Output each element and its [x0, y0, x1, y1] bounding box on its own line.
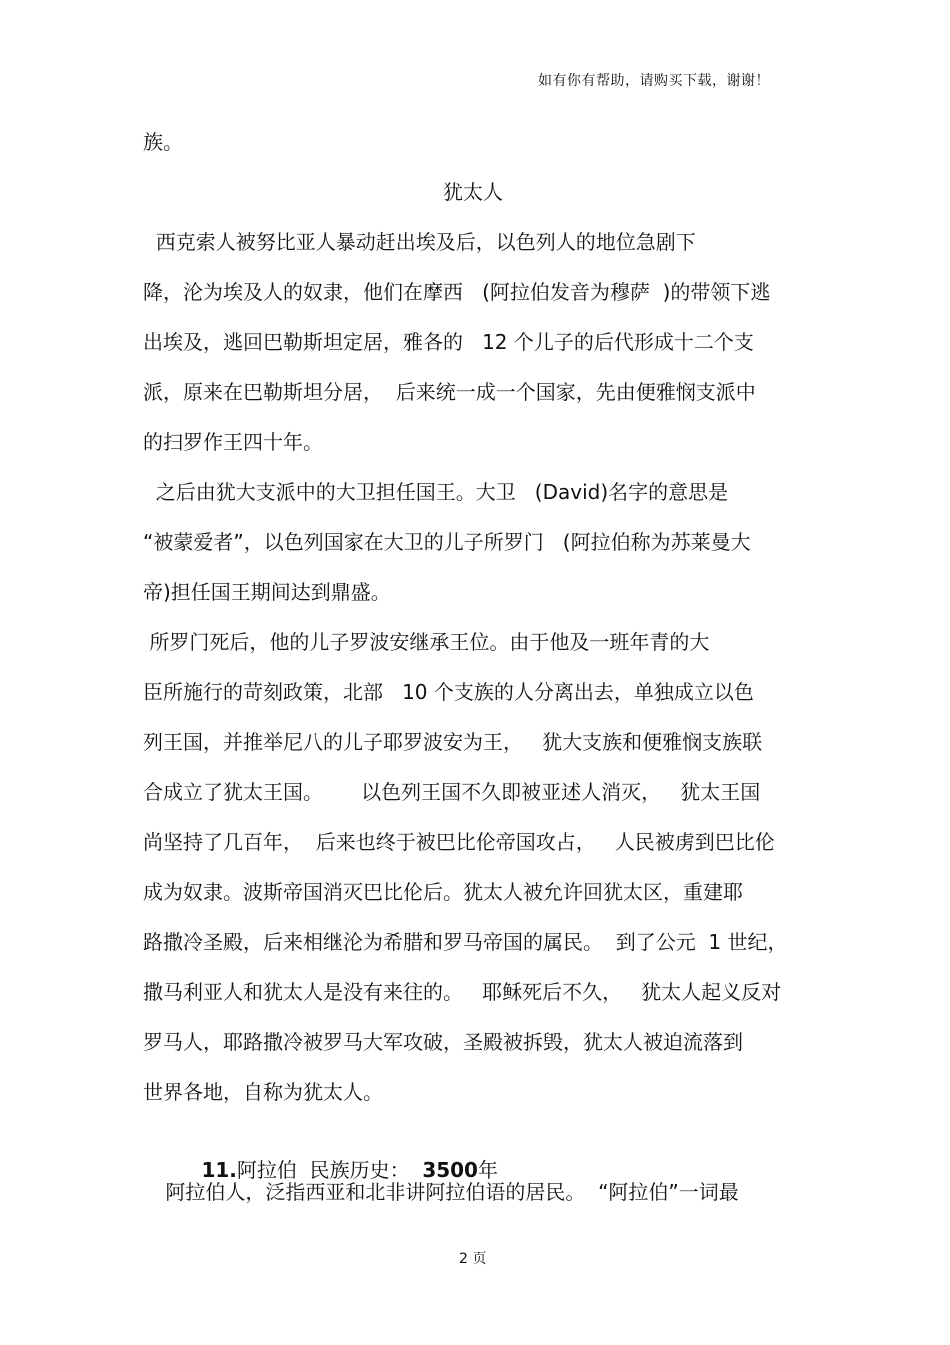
- section-title: 犹太人: [443, 180, 503, 204]
- text-line: 罗马人，耶路撒冷被罗马大军攻破，圣殿被拆毁，犹太人被迫流落到: [143, 1030, 743, 1054]
- heading-name: 阿拉伯: [236, 1158, 297, 1182]
- heading-years: 3500: [422, 1158, 478, 1182]
- text-line: 派，原来在巴勒斯坦分居， 后来统一成一个国家，先由便雅悯支派中: [143, 380, 756, 404]
- header-note: 如有你有帮助，请购买下载，谢谢！: [538, 73, 770, 89]
- text-line: 路撒冷圣殿，后来相继沦为希腊和罗马帝国的属民。 到了公元 1 世纪，: [143, 930, 788, 954]
- text-line: 之后由犹大支派中的大卫担任国王。大卫 (David)名字的意思是: [143, 480, 729, 504]
- text-line: 尚坚持了几百年， 后来也终于被巴比伦帝国攻占， 人民被虏到巴比伦: [143, 830, 775, 854]
- heading-number: 11.: [201, 1158, 237, 1182]
- text-line: 臣所施行的苛刻政策，北部 10 个支族的人分离出去，单独成立以色: [143, 680, 754, 704]
- text-line: 出埃及，逃回巴勒斯坦定居，雅各的 12 个儿子的后代形成十二个支: [143, 330, 754, 354]
- text-line: 合成立了犹太王国。 以色列王国不久即被亚述人消灭， 犹太王国: [143, 780, 761, 804]
- text-line: 列王国，并推举尼八的儿子耶罗波安为王， 犹大支族和便雅悯支族联: [143, 730, 763, 754]
- text-line: 阿拉伯人，泛指西亚和北非讲阿拉伯语的居民。 “阿拉伯”一词最: [159, 1180, 739, 1204]
- text-line: 的扫罗作王四十年。: [143, 430, 323, 454]
- text-line: 世界各地，自称为犹太人。: [143, 1080, 383, 1104]
- heading-unit: 年: [477, 1158, 498, 1182]
- text-line: 降，沦为埃及人的奴隶，他们在摩西 (阿拉伯发音为穆萨 )的带领下逃: [143, 280, 771, 304]
- text-line: 西克索人被努比亚人暴动赶出埃及后，以色列人的地位急剧下: [143, 230, 696, 254]
- text-line: 成为奴隶。波斯帝国消灭巴比伦后。犹太人被允许回犹太区，重建耶: [143, 880, 743, 904]
- text-line: 帝)担任国王期间达到鼎盛。: [143, 580, 391, 604]
- page-number: 2 页: [459, 1251, 487, 1267]
- text-line: 族。: [143, 130, 183, 154]
- text-line: “被蒙爱者”，以色列国家在大卫的儿子所罗门 (阿拉伯称为苏莱曼大: [143, 530, 751, 554]
- heading-label: 民族历史：: [309, 1158, 410, 1182]
- text-line: 所罗门死后，他的儿子罗波安继承王位。由于他及一班年青的大: [143, 630, 710, 654]
- text-line: 撒马利亚人和犹太人是没有来往的。 耶稣死后不久， 犹太人起义反对: [143, 980, 782, 1004]
